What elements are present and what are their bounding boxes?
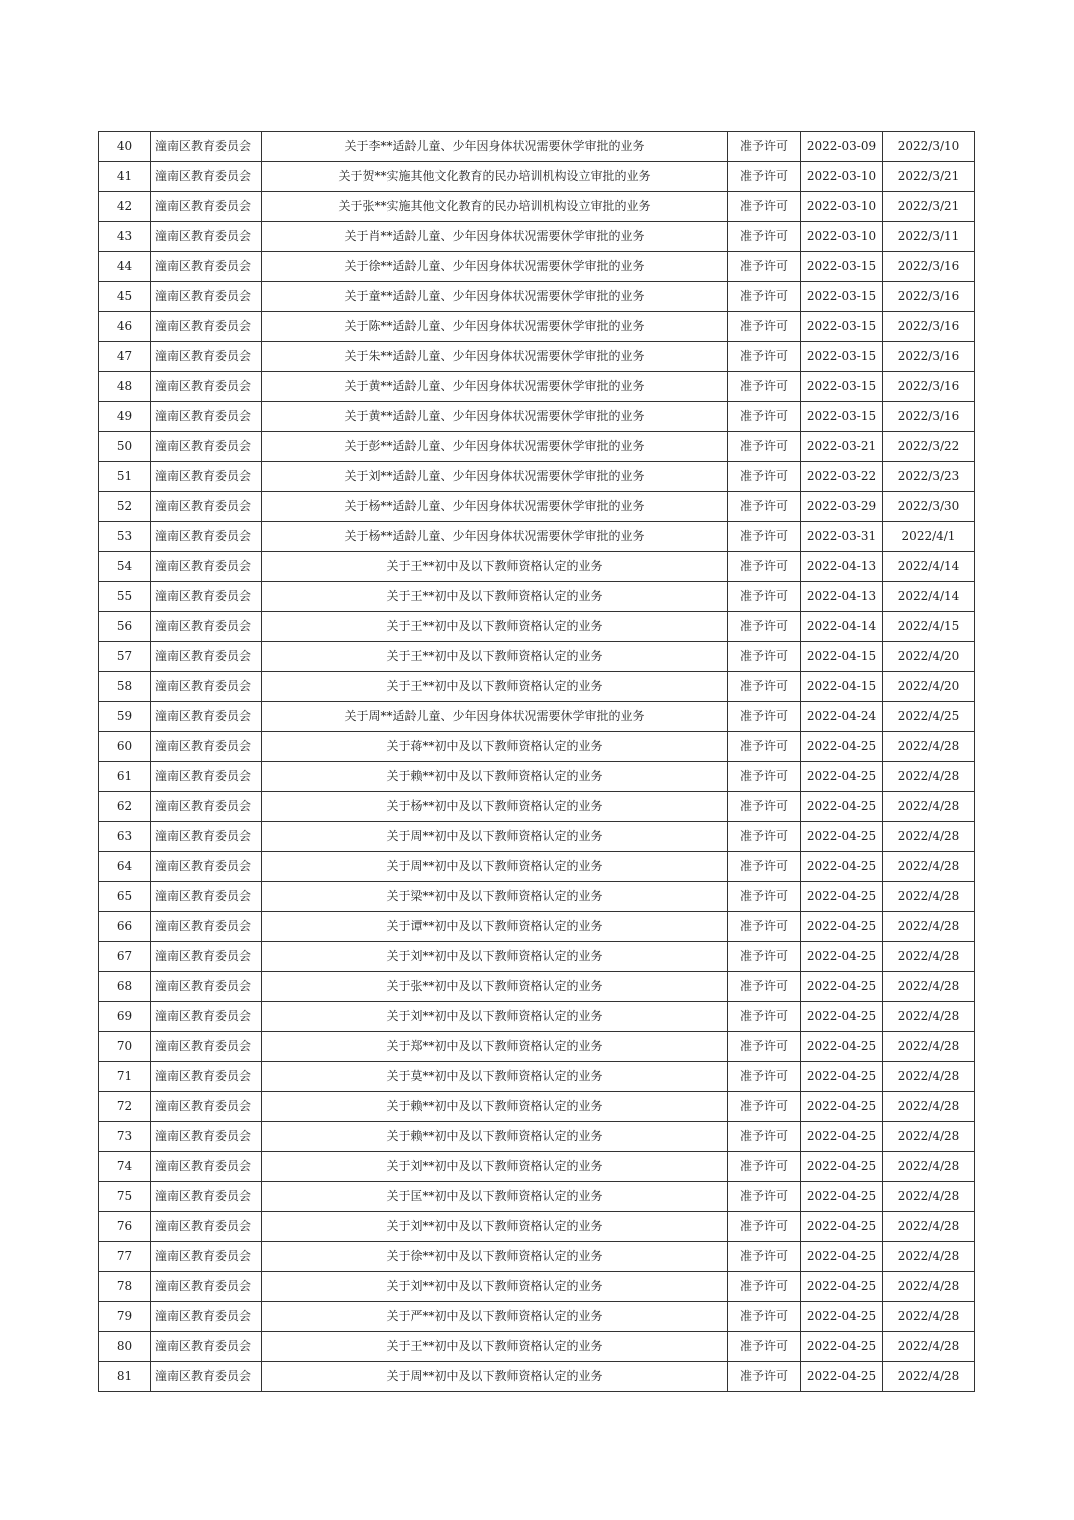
table-row [99, 1182, 975, 1212]
table-row [99, 402, 975, 432]
organization-cell: 潼南区教育委员会 [151, 132, 262, 162]
decision-result-cell: 准予许可 [728, 1272, 801, 1302]
table-row [99, 882, 975, 912]
business-title-cell: 关于王**初中及以下教师资格认定的业务 [262, 582, 728, 612]
decision-date-cell: 2022-04-25 [801, 882, 883, 912]
organization-cell: 潼南区教育委员会 [151, 1302, 262, 1332]
table-row [99, 822, 975, 852]
decision-date-cell: 2022-04-14 [801, 612, 883, 642]
decision-date-cell: 2022-04-25 [801, 1272, 883, 1302]
records-table-body [99, 132, 975, 1392]
valid-date-cell: 2022/4/28 [883, 912, 975, 942]
decision-result-cell: 准予许可 [728, 1182, 801, 1212]
table-row [99, 1212, 975, 1242]
decision-date-cell: 2022-04-13 [801, 582, 883, 612]
decision-date-cell: 2022-04-25 [801, 822, 883, 852]
business-title-cell: 关于肖**适龄儿童、少年因身体状况需要休学审批的业务 [262, 222, 728, 252]
decision-result-cell: 准予许可 [728, 1152, 801, 1182]
row-number-cell: 47 [99, 342, 151, 372]
organization-cell: 潼南区教育委员会 [151, 1062, 262, 1092]
row-number-cell: 73 [99, 1122, 151, 1152]
decision-result-cell: 准予许可 [728, 1092, 801, 1122]
business-title-cell: 关于匡**初中及以下教师资格认定的业务 [262, 1182, 728, 1212]
business-title-cell: 关于梁**初中及以下教师资格认定的业务 [262, 882, 728, 912]
decision-date-cell: 2022-03-09 [801, 132, 883, 162]
row-number-cell: 59 [99, 702, 151, 732]
decision-date-cell: 2022-04-25 [801, 1002, 883, 1032]
decision-result-cell: 准予许可 [728, 462, 801, 492]
valid-date-cell: 2022/4/28 [883, 1242, 975, 1272]
business-title-cell: 关于朱**适龄儿童、少年因身体状况需要休学审批的业务 [262, 342, 728, 372]
table-row [99, 342, 975, 372]
row-number-cell: 69 [99, 1002, 151, 1032]
row-number-cell: 45 [99, 282, 151, 312]
business-title-cell: 关于黄**适龄儿童、少年因身体状况需要休学审批的业务 [262, 372, 728, 402]
valid-date-cell: 2022/4/1 [883, 522, 975, 552]
business-title-cell: 关于彭**适龄儿童、少年因身体状况需要休学审批的业务 [262, 432, 728, 462]
row-number-cell: 74 [99, 1152, 151, 1182]
business-title-cell: 关于王**初中及以下教师资格认定的业务 [262, 672, 728, 702]
table-row [99, 1032, 975, 1062]
valid-date-cell: 2022/3/21 [883, 192, 975, 222]
business-title-cell: 关于徐**适龄儿童、少年因身体状况需要休学审批的业务 [262, 252, 728, 282]
organization-cell: 潼南区教育委员会 [151, 522, 262, 552]
decision-result-cell: 准予许可 [728, 1122, 801, 1152]
decision-date-cell: 2022-03-15 [801, 312, 883, 342]
row-number-cell: 53 [99, 522, 151, 552]
organization-cell: 潼南区教育委员会 [151, 1272, 262, 1302]
decision-result-cell: 准予许可 [728, 912, 801, 942]
decision-date-cell: 2022-03-31 [801, 522, 883, 552]
decision-date-cell: 2022-04-15 [801, 642, 883, 672]
decision-date-cell: 2022-04-24 [801, 702, 883, 732]
table-row [99, 252, 975, 282]
decision-result-cell: 准予许可 [728, 342, 801, 372]
table-row [99, 222, 975, 252]
valid-date-cell: 2022/3/22 [883, 432, 975, 462]
row-number-cell: 75 [99, 1182, 151, 1212]
business-title-cell: 关于莫**初中及以下教师资格认定的业务 [262, 1062, 728, 1092]
business-title-cell: 关于王**初中及以下教师资格认定的业务 [262, 642, 728, 672]
row-number-cell: 51 [99, 462, 151, 492]
row-number-cell: 43 [99, 222, 151, 252]
decision-result-cell: 准予许可 [728, 372, 801, 402]
business-title-cell: 关于蒋**初中及以下教师资格认定的业务 [262, 732, 728, 762]
decision-date-cell: 2022-03-21 [801, 432, 883, 462]
business-title-cell: 关于周**适龄儿童、少年因身体状况需要休学审批的业务 [262, 702, 728, 732]
business-title-cell: 关于周**初中及以下教师资格认定的业务 [262, 1362, 728, 1392]
organization-cell: 潼南区教育委员会 [151, 402, 262, 432]
decision-result-cell: 准予许可 [728, 432, 801, 462]
business-title-cell: 关于刘**初中及以下教师资格认定的业务 [262, 1272, 728, 1302]
decision-date-cell: 2022-04-25 [801, 1122, 883, 1152]
row-number-cell: 65 [99, 882, 151, 912]
valid-date-cell: 2022/4/15 [883, 612, 975, 642]
valid-date-cell: 2022/4/28 [883, 732, 975, 762]
row-number-cell: 67 [99, 942, 151, 972]
decision-result-cell: 准予许可 [728, 492, 801, 522]
valid-date-cell: 2022/4/28 [883, 1302, 975, 1332]
valid-date-cell: 2022/4/14 [883, 582, 975, 612]
organization-cell: 潼南区教育委员会 [151, 642, 262, 672]
valid-date-cell: 2022/4/28 [883, 822, 975, 852]
business-title-cell: 关于刘**适龄儿童、少年因身体状况需要休学审批的业务 [262, 462, 728, 492]
organization-cell: 潼南区教育委员会 [151, 1362, 262, 1392]
business-title-cell: 关于赖**初中及以下教师资格认定的业务 [262, 1092, 728, 1122]
organization-cell: 潼南区教育委员会 [151, 432, 262, 462]
row-number-cell: 58 [99, 672, 151, 702]
row-number-cell: 42 [99, 192, 151, 222]
decision-date-cell: 2022-04-25 [801, 1212, 883, 1242]
business-title-cell: 关于杨**适龄儿童、少年因身体状况需要休学审批的业务 [262, 522, 728, 552]
decision-date-cell: 2022-04-25 [801, 1062, 883, 1092]
valid-date-cell: 2022/4/28 [883, 1332, 975, 1362]
decision-result-cell: 准予许可 [728, 1362, 801, 1392]
business-title-cell: 关于童**适龄儿童、少年因身体状况需要休学审批的业务 [262, 282, 728, 312]
business-title-cell: 关于李**适龄儿童、少年因身体状况需要休学审批的业务 [262, 132, 728, 162]
decision-result-cell: 准予许可 [728, 282, 801, 312]
organization-cell: 潼南区教育委员会 [151, 222, 262, 252]
row-number-cell: 72 [99, 1092, 151, 1122]
valid-date-cell: 2022/4/28 [883, 942, 975, 972]
business-title-cell: 关于陈**适龄儿童、少年因身体状况需要休学审批的业务 [262, 312, 728, 342]
decision-result-cell: 准予许可 [728, 972, 801, 1002]
business-title-cell: 关于赖**初中及以下教师资格认定的业务 [262, 1122, 728, 1152]
valid-date-cell: 2022/3/11 [883, 222, 975, 252]
valid-date-cell: 2022/4/28 [883, 1122, 975, 1152]
organization-cell: 潼南区教育委员会 [151, 1212, 262, 1242]
table-row [99, 762, 975, 792]
row-number-cell: 81 [99, 1362, 151, 1392]
organization-cell: 潼南区教育委员会 [151, 1002, 262, 1032]
organization-cell: 潼南区教育委员会 [151, 582, 262, 612]
business-title-cell: 关于严**初中及以下教师资格认定的业务 [262, 1302, 728, 1332]
row-number-cell: 79 [99, 1302, 151, 1332]
decision-date-cell: 2022-04-25 [801, 762, 883, 792]
business-title-cell: 关于黄**适龄儿童、少年因身体状况需要休学审批的业务 [262, 402, 728, 432]
row-number-cell: 57 [99, 642, 151, 672]
decision-result-cell: 准予许可 [728, 312, 801, 342]
decision-date-cell: 2022-03-29 [801, 492, 883, 522]
decision-date-cell: 2022-04-25 [801, 912, 883, 942]
valid-date-cell: 2022/4/28 [883, 1152, 975, 1182]
organization-cell: 潼南区教育委员会 [151, 1122, 262, 1152]
table-row [99, 852, 975, 882]
row-number-cell: 70 [99, 1032, 151, 1062]
decision-result-cell: 准予许可 [728, 1032, 801, 1062]
decision-date-cell: 2022-04-25 [801, 1362, 883, 1392]
decision-date-cell: 2022-04-25 [801, 792, 883, 822]
decision-result-cell: 准予许可 [728, 522, 801, 552]
business-title-cell: 关于谭**初中及以下教师资格认定的业务 [262, 912, 728, 942]
table-row [99, 672, 975, 702]
row-number-cell: 77 [99, 1242, 151, 1272]
table-row [99, 312, 975, 342]
business-title-cell: 关于王**初中及以下教师资格认定的业务 [262, 552, 728, 582]
decision-date-cell: 2022-04-25 [801, 942, 883, 972]
organization-cell: 潼南区教育委员会 [151, 612, 262, 642]
organization-cell: 潼南区教育委员会 [151, 702, 262, 732]
table-row [99, 282, 975, 312]
decision-result-cell: 准予许可 [728, 942, 801, 972]
table-row [99, 912, 975, 942]
decision-result-cell: 准予许可 [728, 882, 801, 912]
decision-date-cell: 2022-04-25 [801, 732, 883, 762]
decision-date-cell: 2022-03-22 [801, 462, 883, 492]
table-row [99, 582, 975, 612]
row-number-cell: 66 [99, 912, 151, 942]
table-row [99, 612, 975, 642]
valid-date-cell: 2022/4/28 [883, 762, 975, 792]
organization-cell: 潼南区教育委员会 [151, 912, 262, 942]
decision-date-cell: 2022-03-15 [801, 252, 883, 282]
organization-cell: 潼南区教育委员会 [151, 942, 262, 972]
valid-date-cell: 2022/4/28 [883, 792, 975, 822]
row-number-cell: 44 [99, 252, 151, 282]
organization-cell: 潼南区教育委员会 [151, 1152, 262, 1182]
organization-cell: 潼南区教育委员会 [151, 492, 262, 522]
decision-date-cell: 2022-04-25 [801, 1182, 883, 1212]
decision-result-cell: 准予许可 [728, 192, 801, 222]
valid-date-cell: 2022/4/28 [883, 1212, 975, 1242]
business-title-cell: 关于刘**初中及以下教师资格认定的业务 [262, 942, 728, 972]
row-number-cell: 56 [99, 612, 151, 642]
decision-result-cell: 准予许可 [728, 1332, 801, 1362]
decision-result-cell: 准予许可 [728, 162, 801, 192]
valid-date-cell: 2022/4/28 [883, 972, 975, 1002]
records-table [98, 131, 975, 1392]
table-row [99, 522, 975, 552]
valid-date-cell: 2022/4/28 [883, 882, 975, 912]
valid-date-cell: 2022/4/28 [883, 1362, 975, 1392]
table-row [99, 732, 975, 762]
table-row [99, 642, 975, 672]
decision-result-cell: 准予许可 [728, 822, 801, 852]
table-row [99, 462, 975, 492]
table-row [99, 972, 975, 1002]
decision-date-cell: 2022-04-25 [801, 1092, 883, 1122]
decision-result-cell: 准予许可 [728, 1302, 801, 1332]
decision-result-cell: 准予许可 [728, 252, 801, 282]
organization-cell: 潼南区教育委员会 [151, 792, 262, 822]
table-row [99, 1242, 975, 1272]
table-row [99, 942, 975, 972]
decision-result-cell: 准予许可 [728, 402, 801, 432]
decision-result-cell: 准予许可 [728, 732, 801, 762]
table-row [99, 1002, 975, 1032]
decision-date-cell: 2022-04-15 [801, 672, 883, 702]
business-title-cell: 关于张**实施其他文化教育的民办培训机构设立审批的业务 [262, 192, 728, 222]
valid-date-cell: 2022/3/16 [883, 252, 975, 282]
row-number-cell: 48 [99, 372, 151, 402]
organization-cell: 潼南区教育委员会 [151, 372, 262, 402]
organization-cell: 潼南区教育委员会 [151, 732, 262, 762]
row-number-cell: 76 [99, 1212, 151, 1242]
row-number-cell: 46 [99, 312, 151, 342]
organization-cell: 潼南区教育委员会 [151, 162, 262, 192]
table-row [99, 702, 975, 732]
valid-date-cell: 2022/3/30 [883, 492, 975, 522]
decision-result-cell: 准予许可 [728, 1062, 801, 1092]
valid-date-cell: 2022/4/25 [883, 702, 975, 732]
organization-cell: 潼南区教育委员会 [151, 552, 262, 582]
decision-date-cell: 2022-04-25 [801, 852, 883, 882]
decision-date-cell: 2022-04-25 [801, 1302, 883, 1332]
table-row [99, 162, 975, 192]
row-number-cell: 55 [99, 582, 151, 612]
business-title-cell: 关于刘**初中及以下教师资格认定的业务 [262, 1002, 728, 1032]
valid-date-cell: 2022/4/28 [883, 852, 975, 882]
row-number-cell: 71 [99, 1062, 151, 1092]
organization-cell: 潼南区教育委员会 [151, 762, 262, 792]
table-row [99, 1062, 975, 1092]
table-row [99, 1332, 975, 1362]
business-title-cell: 关于刘**初中及以下教师资格认定的业务 [262, 1152, 728, 1182]
row-number-cell: 63 [99, 822, 151, 852]
valid-date-cell: 2022/3/23 [883, 462, 975, 492]
row-number-cell: 64 [99, 852, 151, 882]
decision-result-cell: 准予许可 [728, 672, 801, 702]
table-row [99, 132, 975, 162]
organization-cell: 潼南区教育委员会 [151, 312, 262, 342]
valid-date-cell: 2022/3/16 [883, 402, 975, 432]
table-row [99, 1362, 975, 1392]
valid-date-cell: 2022/4/14 [883, 552, 975, 582]
organization-cell: 潼南区教育委员会 [151, 1332, 262, 1362]
decision-date-cell: 2022-04-25 [801, 1242, 883, 1272]
business-title-cell: 关于杨**适龄儿童、少年因身体状况需要休学审批的业务 [262, 492, 728, 522]
row-number-cell: 61 [99, 762, 151, 792]
decision-date-cell: 2022-03-15 [801, 372, 883, 402]
decision-date-cell: 2022-04-25 [801, 1152, 883, 1182]
decision-result-cell: 准予许可 [728, 222, 801, 252]
organization-cell: 潼南区教育委员会 [151, 462, 262, 492]
organization-cell: 潼南区教育委员会 [151, 972, 262, 1002]
valid-date-cell: 2022/3/10 [883, 132, 975, 162]
decision-result-cell: 准予许可 [728, 762, 801, 792]
table-row [99, 792, 975, 822]
decision-result-cell: 准予许可 [728, 1002, 801, 1032]
row-number-cell: 49 [99, 402, 151, 432]
decision-result-cell: 准予许可 [728, 552, 801, 582]
row-number-cell: 68 [99, 972, 151, 1002]
organization-cell: 潼南区教育委员会 [151, 192, 262, 222]
business-title-cell: 关于周**初中及以下教师资格认定的业务 [262, 852, 728, 882]
business-title-cell: 关于张**初中及以下教师资格认定的业务 [262, 972, 728, 1002]
valid-date-cell: 2022/3/16 [883, 282, 975, 312]
row-number-cell: 50 [99, 432, 151, 462]
table-row [99, 1092, 975, 1122]
valid-date-cell: 2022/3/16 [883, 372, 975, 402]
valid-date-cell: 2022/4/28 [883, 1092, 975, 1122]
table-row [99, 1152, 975, 1182]
table-row [99, 552, 975, 582]
table-row [99, 432, 975, 462]
valid-date-cell: 2022/4/28 [883, 1182, 975, 1212]
business-title-cell: 关于杨**初中及以下教师资格认定的业务 [262, 792, 728, 822]
decision-result-cell: 准予许可 [728, 702, 801, 732]
valid-date-cell: 2022/4/28 [883, 1002, 975, 1032]
organization-cell: 潼南区教育委员会 [151, 672, 262, 702]
business-title-cell: 关于赖**初中及以下教师资格认定的业务 [262, 762, 728, 792]
table-row [99, 372, 975, 402]
business-title-cell: 关于王**初中及以下教师资格认定的业务 [262, 612, 728, 642]
decision-result-cell: 准予许可 [728, 1212, 801, 1242]
table-row [99, 492, 975, 522]
decision-date-cell: 2022-03-15 [801, 282, 883, 312]
organization-cell: 潼南区教育委员会 [151, 882, 262, 912]
row-number-cell: 78 [99, 1272, 151, 1302]
table-row [99, 1272, 975, 1302]
business-title-cell: 关于刘**初中及以下教师资格认定的业务 [262, 1212, 728, 1242]
row-number-cell: 62 [99, 792, 151, 822]
organization-cell: 潼南区教育委员会 [151, 852, 262, 882]
organization-cell: 潼南区教育委员会 [151, 252, 262, 282]
valid-date-cell: 2022/3/16 [883, 342, 975, 372]
decision-result-cell: 准予许可 [728, 582, 801, 612]
business-title-cell: 关于周**初中及以下教师资格认定的业务 [262, 822, 728, 852]
valid-date-cell: 2022/4/20 [883, 672, 975, 702]
decision-date-cell: 2022-03-15 [801, 342, 883, 372]
valid-date-cell: 2022/3/16 [883, 312, 975, 342]
organization-cell: 潼南区教育委员会 [151, 342, 262, 372]
row-number-cell: 52 [99, 492, 151, 522]
valid-date-cell: 2022/4/20 [883, 642, 975, 672]
valid-date-cell: 2022/4/28 [883, 1272, 975, 1302]
organization-cell: 潼南区教育委员会 [151, 1032, 262, 1062]
row-number-cell: 41 [99, 162, 151, 192]
row-number-cell: 40 [99, 132, 151, 162]
decision-date-cell: 2022-04-25 [801, 972, 883, 1002]
decision-result-cell: 准予许可 [728, 132, 801, 162]
organization-cell: 潼南区教育委员会 [151, 822, 262, 852]
row-number-cell: 80 [99, 1332, 151, 1362]
row-number-cell: 54 [99, 552, 151, 582]
organization-cell: 潼南区教育委员会 [151, 282, 262, 312]
decision-date-cell: 2022-04-13 [801, 552, 883, 582]
decision-date-cell: 2022-04-25 [801, 1332, 883, 1362]
decision-date-cell: 2022-04-25 [801, 1032, 883, 1062]
table-row [99, 192, 975, 222]
decision-date-cell: 2022-03-10 [801, 192, 883, 222]
row-number-cell: 60 [99, 732, 151, 762]
table-row [99, 1302, 975, 1332]
decision-date-cell: 2022-03-10 [801, 222, 883, 252]
organization-cell: 潼南区教育委员会 [151, 1242, 262, 1272]
valid-date-cell: 2022/3/21 [883, 162, 975, 192]
decision-result-cell: 准予许可 [728, 612, 801, 642]
decision-result-cell: 准予许可 [728, 1242, 801, 1272]
business-title-cell: 关于郑**初中及以下教师资格认定的业务 [262, 1032, 728, 1062]
valid-date-cell: 2022/4/28 [883, 1062, 975, 1092]
business-title-cell: 关于王**初中及以下教师资格认定的业务 [262, 1332, 728, 1362]
organization-cell: 潼南区教育委员会 [151, 1092, 262, 1122]
decision-result-cell: 准予许可 [728, 642, 801, 672]
decision-result-cell: 准予许可 [728, 852, 801, 882]
table-row [99, 1122, 975, 1152]
business-title-cell: 关于徐**初中及以下教师资格认定的业务 [262, 1242, 728, 1272]
decision-result-cell: 准予许可 [728, 792, 801, 822]
organization-cell: 潼南区教育委员会 [151, 1182, 262, 1212]
decision-date-cell: 2022-03-10 [801, 162, 883, 192]
valid-date-cell: 2022/4/28 [883, 1032, 975, 1062]
decision-date-cell: 2022-03-15 [801, 402, 883, 432]
business-title-cell: 关于贺**实施其他文化教育的民办培训机构设立审批的业务 [262, 162, 728, 192]
